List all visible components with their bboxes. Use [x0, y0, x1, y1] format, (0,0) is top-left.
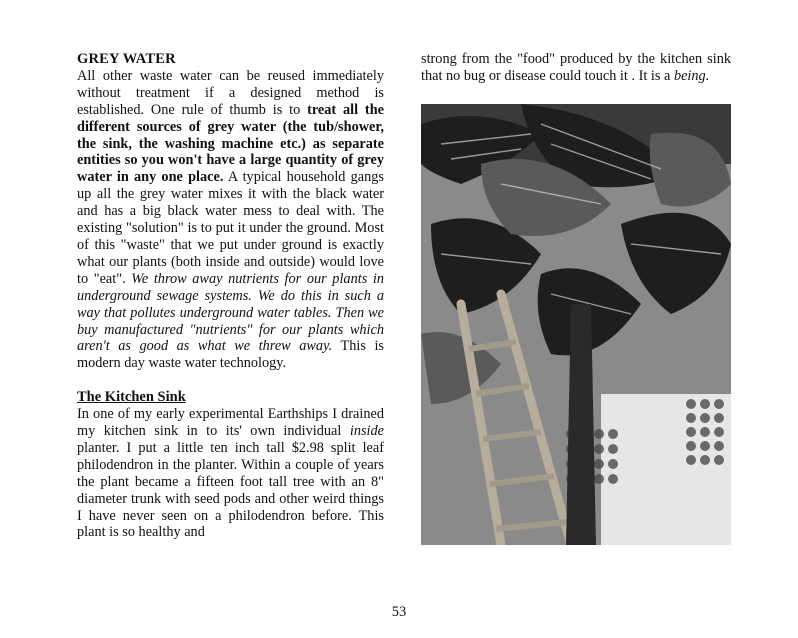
italic-text-run: We throw away nutrients for our plants in underground sewage systems. We do this in such a way that pollutes underground water tables. Then we buy manufactured "nutrients" for our plants which aren't as good as what we threw away. — [77, 270, 384, 355]
subheading-kitchen-sink: The Kitchen Sink — [77, 389, 186, 406]
bold-text-run: treat all the different sources of grey water (the tub/shower, the sink, the washing machine etc.) as separate entities so you won't have a large quantity of grey water in any one place. — [77, 101, 384, 186]
text-run: In one of my early experimental Earthships I drained my kitchen sink in to its' own individual — [77, 406, 384, 440]
kitchen-sink-paragraph — [77, 406, 384, 541]
right-column — [421, 51, 731, 85]
italic-text-run: being. — [673, 67, 710, 84]
left-column — [77, 51, 384, 541]
continuation-paragraph — [421, 51, 731, 85]
philodendron-photo-icon — [421, 104, 731, 545]
grey-water-paragraph — [77, 68, 384, 372]
text-run: strong from the "food" produced by the kitchen sink that no bug or disease could touch it . It is a — [421, 51, 731, 84]
text-run: This is modern day waste water technology. — [77, 338, 384, 372]
text-run: A typical household gangs up all the grey water mixes it with the black water and has a big black water mess to deal with. The existing "solution" is to put it under the ground. Most of this "waste" that we put under ground is exactly what our plants (both inside and outside) would love to "eat". — [77, 169, 384, 287]
italic-text-run: inside — [349, 423, 384, 440]
philodendron-photo — [421, 104, 731, 545]
section-heading-grey-water: GREY WATER — [77, 51, 176, 67]
page-number: 53 — [391, 604, 407, 620]
text-run: planter. I put a little ten inch tall $2.98 split leaf philodendron in the planter. Within a couple of years the plant became a fifteen foot tall tree with an 8" diameter trunk with seed pods and other weird things I have never seen on a philodendron before. This plant is so healthy and — [77, 439, 384, 541]
text-run: All other waste water can be reused immediately without treatment if a designed method is established. One rule of thumb is to — [77, 67, 384, 118]
